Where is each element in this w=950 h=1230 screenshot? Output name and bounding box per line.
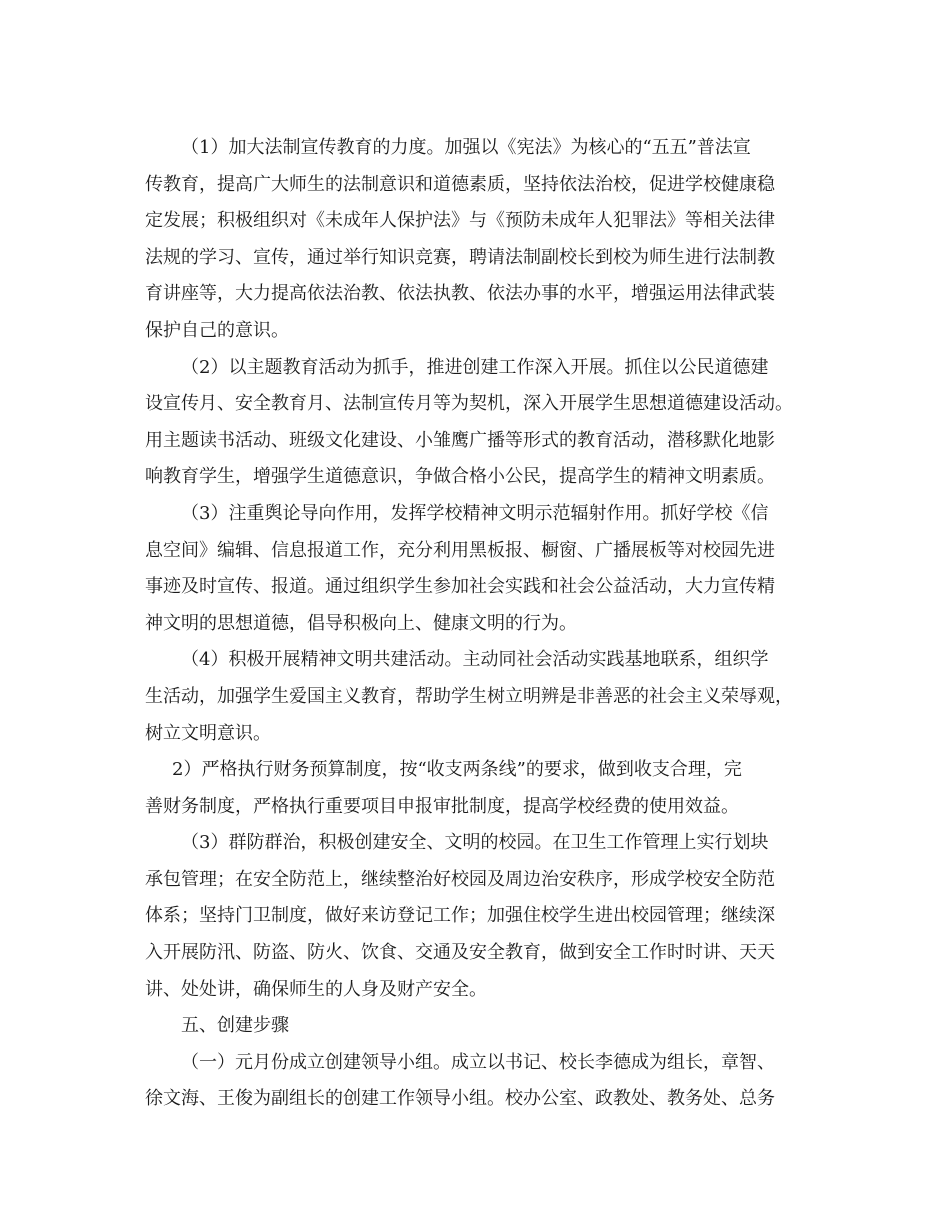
text-line: 育讲座等，大力提高依法治教、依法执教、依法办事的水平，增强运用法律武装 xyxy=(145,283,775,305)
text-line: （4）积极开展精神文明共建活动。主动同社会活动实践基地联系，组织学 xyxy=(181,649,769,671)
text-line: 响教育学生，增强学生道德意识，争做合格小公民，提高学生的精神文明素质。 xyxy=(145,466,775,488)
text-line: 讲、处处讲，确保师生的人身及财产安全。 xyxy=(145,978,487,1000)
text-line: 2）严格执行财务预算制度，按“收支两条线”的要求，做到收支合理，完 xyxy=(172,759,742,781)
text-line: （3）注重舆论导向作用，发挥学校精神文明示范辐射作用。抓好学校《信 xyxy=(181,502,769,524)
text-line: 定发展；积极组织对《未成年人保护法》与《预防未成年人犯罪法》等相关法律 xyxy=(145,210,775,232)
paragraph-6 xyxy=(145,825,810,1008)
text-line: 保护自己的意识。 xyxy=(145,319,289,341)
text-line: 传教育，提高广大师生的法制意识和道德素质，坚持依法治校，促进学校健康稳 xyxy=(145,173,775,195)
text-line: （2）以主题教育活动为抓手，推进创建工作深入开展。抓住以公民道德建 xyxy=(181,356,769,378)
paragraph-5 xyxy=(145,752,810,825)
text-line: 承包管理；在安全防范上，继续整治好校园及周边治安秩序，形成学校安全防范 xyxy=(145,868,775,890)
text-line: （1）加大法制宣传教育的力度。加强以《宪法》为核心的“五五”普法宣 xyxy=(181,137,751,158)
text-line: 树立文明意识。 xyxy=(145,722,271,744)
text-line: （3）群防群治，积极创建安全、文明的校园。在卫生工作管理上实行划块 xyxy=(181,832,769,854)
paragraph-3 xyxy=(145,496,810,642)
text-line: 事迹及时宣传、报道。通过组织学生参加社会实践和社会公益活动，大力宣传精 xyxy=(145,576,775,598)
text-line: 用主题读书活动、班级文化建设、小雏鹰广播等形式的教育活动，潜移默化地影 xyxy=(145,429,775,451)
section-heading-text: 五、创建步骤 xyxy=(181,1015,289,1037)
paragraph-8 xyxy=(145,1045,810,1118)
paragraph-1 xyxy=(145,130,810,350)
text-line: 神文明的思想道德，倡导积极向上、健康文明的行为。 xyxy=(145,612,577,634)
text-line: 善财务制度，严格执行重要项目申报审批制度，提高学校经费的使用效益。 xyxy=(145,795,739,817)
paragraph-2 xyxy=(145,350,810,496)
text-line: 息空间》编辑、信息报道工作，充分利用黑板报、橱窗、广播展板等对校园先进 xyxy=(145,539,775,561)
text-line: 生活动，加强学生爱国主义教育，帮助学生树立明辨是非善恶的社会主义荣辱观， xyxy=(145,685,793,707)
text-line: 入开展防汛、防盗、防火、饮食、交通及安全教育，做到安全工作时时讲、天天 xyxy=(145,942,775,964)
document-body xyxy=(145,130,810,1118)
text-line: 徐文海、王俊为副组长的创建工作领导小组。校办公室、政教处、教务处、总务 xyxy=(145,1088,775,1110)
text-line: 法规的学习、宣传，通过举行知识竞赛，聘请法制副校长到校为师生进行法制教 xyxy=(145,246,775,268)
text-line: （一）元月份成立创建领导小组。成立以书记、校长李德成为组长，章智、 xyxy=(181,1051,775,1073)
section-heading xyxy=(145,1008,810,1045)
text-line: 体系；坚持门卫制度，做好来访登记工作；加强住校学生进出校园管理；继续深 xyxy=(145,905,775,927)
paragraph-4 xyxy=(145,642,810,752)
text-line: 设宣传月、安全教育月、法制宣传月等为契机，深入开展学生思想道德建设活动。 xyxy=(145,393,793,415)
